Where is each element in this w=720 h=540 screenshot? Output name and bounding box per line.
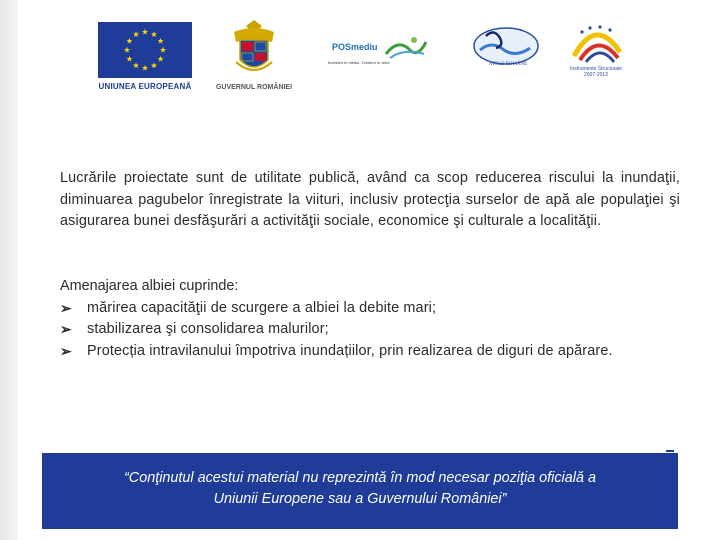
eu-logo: [96, 22, 194, 96]
main-paragraph: Lucrările proiectate sunt de utilitate publică, având ca scop reducerea riscului la inundaţii, diminuarea pagubelor înregistrate la viituri, inclusiv protecţia surselor de apă ale populaţiei şi asigurarea bunei desfăşurări a activităţii sociale, economice şi culturale a localităţii.: [60, 170, 680, 229]
pos-mediu-name: POSmediu: [332, 42, 378, 52]
coat-of-arms-icon: [228, 18, 280, 78]
eu-caption: UNIUNEA EUROPEANĂ: [98, 82, 192, 91]
apele-romane-logo: [470, 26, 540, 74]
instrumente-structurale-emblem-icon: [560, 22, 632, 66]
government-caption: GUVERNUL ROMÂNIEI: [215, 84, 293, 91]
list-item: ➢ stabilizarea şi consolidarea malurilor;: [60, 319, 680, 341]
arrow-bullet-icon: ➢: [60, 321, 72, 337]
instrumente-structurale-logo: [560, 22, 632, 86]
pos-mediu-tagline: Investim în mediu. Credem în viitor: [328, 60, 390, 65]
pos-mediu-graphic-icon: [384, 34, 428, 60]
disclaimer-line-2: Uniunii Europene sau a Guvernului României”: [213, 491, 507, 507]
list-item: ➢ Protecția intravilanului împotriva inundațiilor, prin realizarea de diguri de apărare.: [60, 341, 680, 363]
list-item: ➢ mărirea capacităţii de scurgere a albiei la debite mari;: [60, 298, 680, 320]
disclaimer-box: [42, 453, 678, 529]
disclaimer-line-1: “Conţinutul acestui material nu reprezintă în mod necesar poziţia oficială a: [124, 470, 596, 486]
instrumente-structurale-title: Instrumente Structurale: [570, 66, 622, 72]
arrow-bullet-icon: ➢: [60, 299, 72, 316]
eu-flag-icon: [98, 22, 192, 78]
list-heading: Amenajarea albiei cuprinde:: [60, 278, 239, 294]
instrumente-structurale-years: 2007-2013: [584, 72, 608, 78]
romanian-government-logo: [206, 18, 302, 96]
arrow-bullet-icon: ➢: [60, 342, 72, 359]
decorative-mark: [666, 450, 674, 452]
river-works-list: [60, 276, 680, 362]
logo-row: [0, 0, 720, 100]
bullet-list: [60, 298, 680, 363]
instrumente-structurale-caption: [560, 66, 632, 78]
apele-romane-caption: APELE ROMÂNE: [488, 62, 528, 67]
apele-romane-emblem-icon: [470, 26, 540, 66]
pos-mediu-logo: [328, 34, 430, 68]
